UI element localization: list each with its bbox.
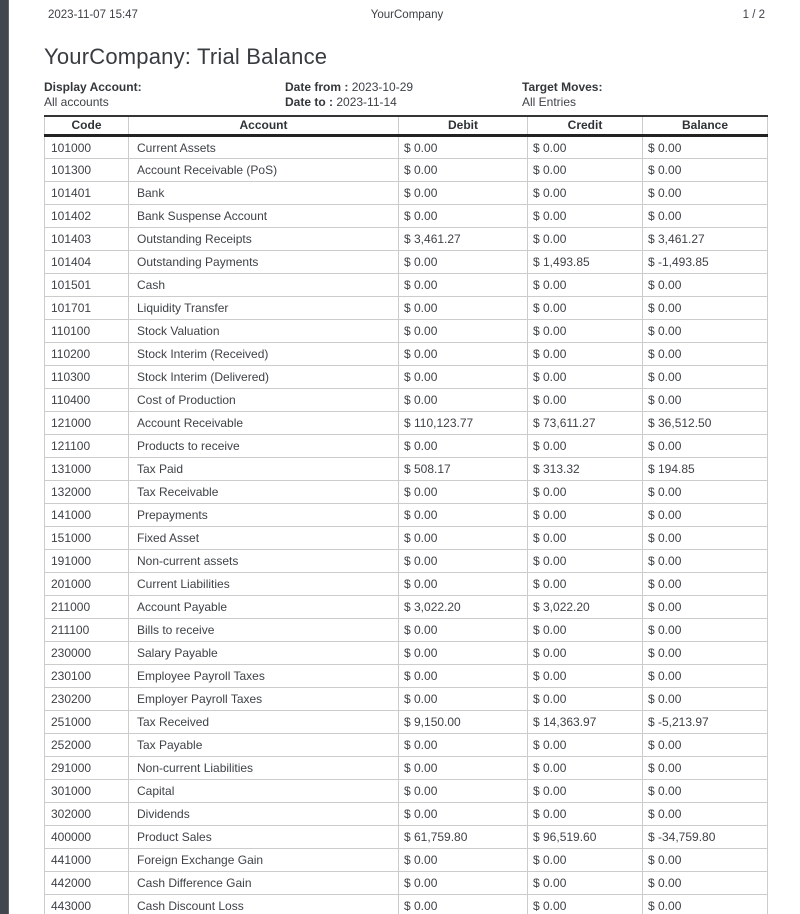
debit-cell: $ 0.00 [399, 780, 528, 803]
account-name-cell: Salary Payable [129, 642, 399, 665]
balance-cell: $ 0.00 [643, 136, 768, 159]
account-code-cell: 101701 [45, 297, 129, 320]
credit-cell: $ 14,363.97 [528, 711, 643, 734]
account-name-cell: Account Payable [129, 596, 399, 619]
account-name-cell: Stock Interim (Received) [129, 343, 399, 366]
table-row [45, 159, 768, 182]
account-name-cell: Cost of Production [129, 389, 399, 412]
account-code-cell: 131000 [45, 458, 129, 481]
column-header-credit: Credit [528, 116, 643, 136]
trial-balance-table [44, 115, 768, 914]
account-code-cell: 121100 [45, 435, 129, 458]
balance-cell: $ 0.00 [643, 159, 768, 182]
balance-cell: $ 0.00 [643, 343, 768, 366]
debit-cell: $ 0.00 [399, 550, 528, 573]
column-header-account: Account [129, 116, 399, 136]
account-name-cell: Stock Interim (Delivered) [129, 366, 399, 389]
account-name-cell: Products to receive [129, 435, 399, 458]
table-row [45, 780, 768, 803]
balance-cell: $ 0.00 [643, 757, 768, 780]
credit-cell: $ 0.00 [528, 642, 643, 665]
balance-cell: $ 0.00 [643, 573, 768, 596]
table-row [45, 389, 768, 412]
balance-cell: $ -34,759.80 [643, 826, 768, 849]
debit-cell: $ 110,123.77 [399, 412, 528, 435]
table-row [45, 734, 768, 757]
account-code-cell: 141000 [45, 504, 129, 527]
credit-cell: $ 3,022.20 [528, 596, 643, 619]
display-account-label: Display Account: [44, 80, 142, 94]
credit-cell: $ 0.00 [528, 343, 643, 366]
balance-cell: $ 0.00 [643, 803, 768, 826]
balance-cell: $ 0.00 [643, 205, 768, 228]
debit-cell: $ 0.00 [399, 688, 528, 711]
table-row [45, 504, 768, 527]
table-row [45, 849, 768, 872]
account-name-cell: Tax Payable [129, 734, 399, 757]
credit-cell: $ 0.00 [528, 159, 643, 182]
debit-cell: $ 0.00 [399, 182, 528, 205]
report-company: YourCompany [370, 9, 444, 21]
filter-dates [285, 80, 522, 110]
account-code-cell: 121000 [45, 412, 129, 435]
account-name-cell: Bank [129, 182, 399, 205]
account-code-cell: 443000 [45, 895, 129, 914]
debit-cell: $ 3,022.20 [399, 596, 528, 619]
debit-cell: $ 0.00 [399, 803, 528, 826]
account-name-cell: Non-current Liabilities [129, 757, 399, 780]
account-code-cell: 291000 [45, 757, 129, 780]
date-to-value: 2023-11-14 [336, 95, 397, 109]
debit-cell: $ 0.00 [399, 274, 528, 297]
account-code-cell: 252000 [45, 734, 129, 757]
credit-cell: $ 0.00 [528, 297, 643, 320]
debit-cell: $ 0.00 [399, 665, 528, 688]
account-name-cell: Bills to receive [129, 619, 399, 642]
debit-cell: $ 0.00 [399, 343, 528, 366]
account-code-cell: 110200 [45, 343, 129, 366]
account-code-cell: 132000 [45, 481, 129, 504]
table-row [45, 872, 768, 895]
account-name-cell: Outstanding Payments [129, 251, 399, 274]
account-code-cell: 151000 [45, 527, 129, 550]
debit-cell: $ 0.00 [399, 504, 528, 527]
credit-cell: $ 313.32 [528, 458, 643, 481]
debit-cell: $ 0.00 [399, 872, 528, 895]
balance-cell: $ 0.00 [643, 481, 768, 504]
credit-cell: $ 0.00 [528, 665, 643, 688]
credit-cell: $ 0.00 [528, 619, 643, 642]
table-row [45, 826, 768, 849]
balance-cell: $ 0.00 [643, 435, 768, 458]
balance-cell: $ 3,461.27 [643, 228, 768, 251]
balance-cell: $ 0.00 [643, 734, 768, 757]
date-from-line [285, 80, 522, 95]
table-row [45, 527, 768, 550]
account-name-cell: Fixed Asset [129, 527, 399, 550]
balance-cell: $ 0.00 [643, 297, 768, 320]
table-row [45, 320, 768, 343]
account-name-cell: Prepayments [129, 504, 399, 527]
account-code-cell: 302000 [45, 803, 129, 826]
balance-cell: $ 0.00 [643, 619, 768, 642]
account-name-cell: Tax Paid [129, 458, 399, 481]
balance-cell: $ 0.00 [643, 366, 768, 389]
table-row [45, 642, 768, 665]
debit-cell: $ 0.00 [399, 527, 528, 550]
table-row [45, 803, 768, 826]
report-filters [44, 80, 800, 110]
account-code-cell: 301000 [45, 780, 129, 803]
table-row [45, 895, 768, 914]
account-name-cell: Outstanding Receipts [129, 228, 399, 251]
debit-cell: $ 9,150.00 [399, 711, 528, 734]
credit-cell: $ 73,611.27 [528, 412, 643, 435]
table-row [45, 619, 768, 642]
account-code-cell: 101501 [45, 274, 129, 297]
table-row [45, 205, 768, 228]
report-datetime: 2023-11-07 15:47 [48, 9, 138, 21]
account-code-cell: 110300 [45, 366, 129, 389]
credit-cell: $ 0.00 [528, 757, 643, 780]
debit-cell: $ 0.00 [399, 435, 528, 458]
table-row [45, 251, 768, 274]
table-row [45, 136, 768, 159]
date-to-label: Date to : [285, 95, 333, 109]
debit-cell: $ 0.00 [399, 320, 528, 343]
table-row [45, 182, 768, 205]
account-name-cell: Stock Valuation [129, 320, 399, 343]
account-code-cell: 211000 [45, 596, 129, 619]
account-code-cell: 101401 [45, 182, 129, 205]
debit-cell: $ 61,759.80 [399, 826, 528, 849]
credit-cell: $ 0.00 [528, 182, 643, 205]
account-name-cell: Current Assets [129, 136, 399, 159]
credit-cell: $ 0.00 [528, 780, 643, 803]
table-row [45, 596, 768, 619]
account-code-cell: 101403 [45, 228, 129, 251]
account-name-cell: Foreign Exchange Gain [129, 849, 399, 872]
date-from-value: 2023-10-29 [351, 80, 414, 94]
balance-cell: $ 0.00 [643, 642, 768, 665]
account-code-cell: 101000 [45, 136, 129, 159]
table-row [45, 550, 768, 573]
account-code-cell: 230000 [45, 642, 129, 665]
balance-cell: $ 194.85 [643, 458, 768, 481]
report-page [10, 0, 800, 914]
table-header-row [45, 116, 768, 136]
column-header-code: Code [45, 116, 129, 136]
target-moves-value: All Entries [522, 95, 577, 109]
debit-cell: $ 0.00 [399, 895, 528, 914]
debit-cell: $ 0.00 [399, 366, 528, 389]
balance-cell: $ 0.00 [643, 872, 768, 895]
balance-cell: $ 0.00 [643, 665, 768, 688]
account-name-cell: Product Sales [129, 826, 399, 849]
date-from-label: Date from : [285, 80, 349, 94]
debit-cell: $ 508.17 [399, 458, 528, 481]
debit-cell: $ 0.00 [399, 757, 528, 780]
debit-cell: $ 0.00 [399, 481, 528, 504]
balance-cell: $ 0.00 [643, 274, 768, 297]
column-header-debit: Debit [399, 116, 528, 136]
credit-cell: $ 0.00 [528, 872, 643, 895]
balance-cell: $ 0.00 [643, 504, 768, 527]
account-code-cell: 201000 [45, 573, 129, 596]
balance-cell: $ 0.00 [643, 182, 768, 205]
account-name-cell: Current Liabilities [129, 573, 399, 596]
credit-cell: $ 0.00 [528, 389, 643, 412]
column-header-balance: Balance [643, 116, 768, 136]
account-code-cell: 230200 [45, 688, 129, 711]
balance-cell: $ 0.00 [643, 849, 768, 872]
table-row [45, 688, 768, 711]
account-code-cell: 230100 [45, 665, 129, 688]
table-row [45, 711, 768, 734]
account-code-cell: 101404 [45, 251, 129, 274]
balance-cell: $ 0.00 [643, 320, 768, 343]
filter-display-account [44, 80, 285, 110]
page-title: YourCompany: Trial Balance [44, 44, 328, 69]
account-code-cell: 251000 [45, 711, 129, 734]
credit-cell: $ 0.00 [528, 527, 643, 550]
balance-cell: $ 0.00 [643, 780, 768, 803]
balance-cell: $ 0.00 [643, 527, 768, 550]
debit-cell: $ 3,461.27 [399, 228, 528, 251]
account-name-cell: Cash Difference Gain [129, 872, 399, 895]
credit-cell: $ 0.00 [528, 366, 643, 389]
credit-cell: $ 0.00 [528, 849, 643, 872]
debit-cell: $ 0.00 [399, 205, 528, 228]
account-code-cell: 101300 [45, 159, 129, 182]
table-row [45, 366, 768, 389]
account-name-cell: Bank Suspense Account [129, 205, 399, 228]
table-row [45, 458, 768, 481]
account-name-cell: Account Receivable (PoS) [129, 159, 399, 182]
credit-cell: $ 0.00 [528, 228, 643, 251]
credit-cell: $ 0.00 [528, 504, 643, 527]
account-name-cell: Dividends [129, 803, 399, 826]
account-name-cell: Tax Receivable [129, 481, 399, 504]
table-row [45, 412, 768, 435]
balance-cell: $ -5,213.97 [643, 711, 768, 734]
debit-cell: $ 0.00 [399, 573, 528, 596]
table-row [45, 435, 768, 458]
account-code-cell: 101402 [45, 205, 129, 228]
table-row [45, 274, 768, 297]
debit-cell: $ 0.00 [399, 849, 528, 872]
balance-cell: $ 0.00 [643, 550, 768, 573]
table-row [45, 573, 768, 596]
debit-cell: $ 0.00 [399, 734, 528, 757]
debit-cell: $ 0.00 [399, 297, 528, 320]
balance-cell: $ 0.00 [643, 895, 768, 914]
credit-cell: $ 0.00 [528, 895, 643, 914]
credit-cell: $ 0.00 [528, 803, 643, 826]
account-code-cell: 400000 [45, 826, 129, 849]
filter-target-moves [522, 80, 752, 110]
account-code-cell: 110400 [45, 389, 129, 412]
balance-cell: $ -1,493.85 [643, 251, 768, 274]
account-code-cell: 191000 [45, 550, 129, 573]
account-name-cell: Non-current assets [129, 550, 399, 573]
credit-cell: $ 0.00 [528, 205, 643, 228]
table-row [45, 757, 768, 780]
debit-cell: $ 0.00 [399, 251, 528, 274]
balance-cell: $ 36,512.50 [643, 412, 768, 435]
credit-cell: $ 0.00 [528, 435, 643, 458]
table-row [45, 665, 768, 688]
account-name-cell: Cash Discount Loss [129, 895, 399, 914]
credit-cell: $ 96,519.60 [528, 826, 643, 849]
debit-cell: $ 0.00 [399, 159, 528, 182]
account-code-cell: 441000 [45, 849, 129, 872]
account-name-cell: Employer Payroll Taxes [129, 688, 399, 711]
account-name-cell: Employee Payroll Taxes [129, 665, 399, 688]
credit-cell: $ 0.00 [528, 573, 643, 596]
debit-cell: $ 0.00 [399, 136, 528, 159]
account-name-cell: Capital [129, 780, 399, 803]
account-name-cell: Tax Received [129, 711, 399, 734]
balance-cell: $ 0.00 [643, 389, 768, 412]
credit-cell: $ 0.00 [528, 734, 643, 757]
table-row [45, 228, 768, 251]
account-name-cell: Cash [129, 274, 399, 297]
credit-cell: $ 0.00 [528, 481, 643, 504]
balance-cell: $ 0.00 [643, 596, 768, 619]
display-account-value: All accounts [44, 95, 109, 109]
credit-cell: $ 0.00 [528, 688, 643, 711]
credit-cell: $ 1,493.85 [528, 251, 643, 274]
account-code-cell: 110100 [45, 320, 129, 343]
table-row [45, 297, 768, 320]
debit-cell: $ 0.00 [399, 642, 528, 665]
debit-cell: $ 0.00 [399, 389, 528, 412]
account-code-cell: 211100 [45, 619, 129, 642]
table-row [45, 343, 768, 366]
report-page-number: 1 / 2 [742, 9, 765, 21]
table-row [45, 481, 768, 504]
account-code-cell: 442000 [45, 872, 129, 895]
credit-cell: $ 0.00 [528, 274, 643, 297]
debit-cell: $ 0.00 [399, 619, 528, 642]
target-moves-label: Target Moves: [522, 80, 603, 94]
balance-cell: $ 0.00 [643, 688, 768, 711]
account-name-cell: Liquidity Transfer [129, 297, 399, 320]
credit-cell: $ 0.00 [528, 550, 643, 573]
report-running-header [10, 0, 800, 21]
viewer-edge-strip [0, 0, 9, 914]
account-name-cell: Account Receivable [129, 412, 399, 435]
credit-cell: $ 0.00 [528, 136, 643, 159]
date-to-line [285, 95, 522, 110]
credit-cell: $ 0.00 [528, 320, 643, 343]
